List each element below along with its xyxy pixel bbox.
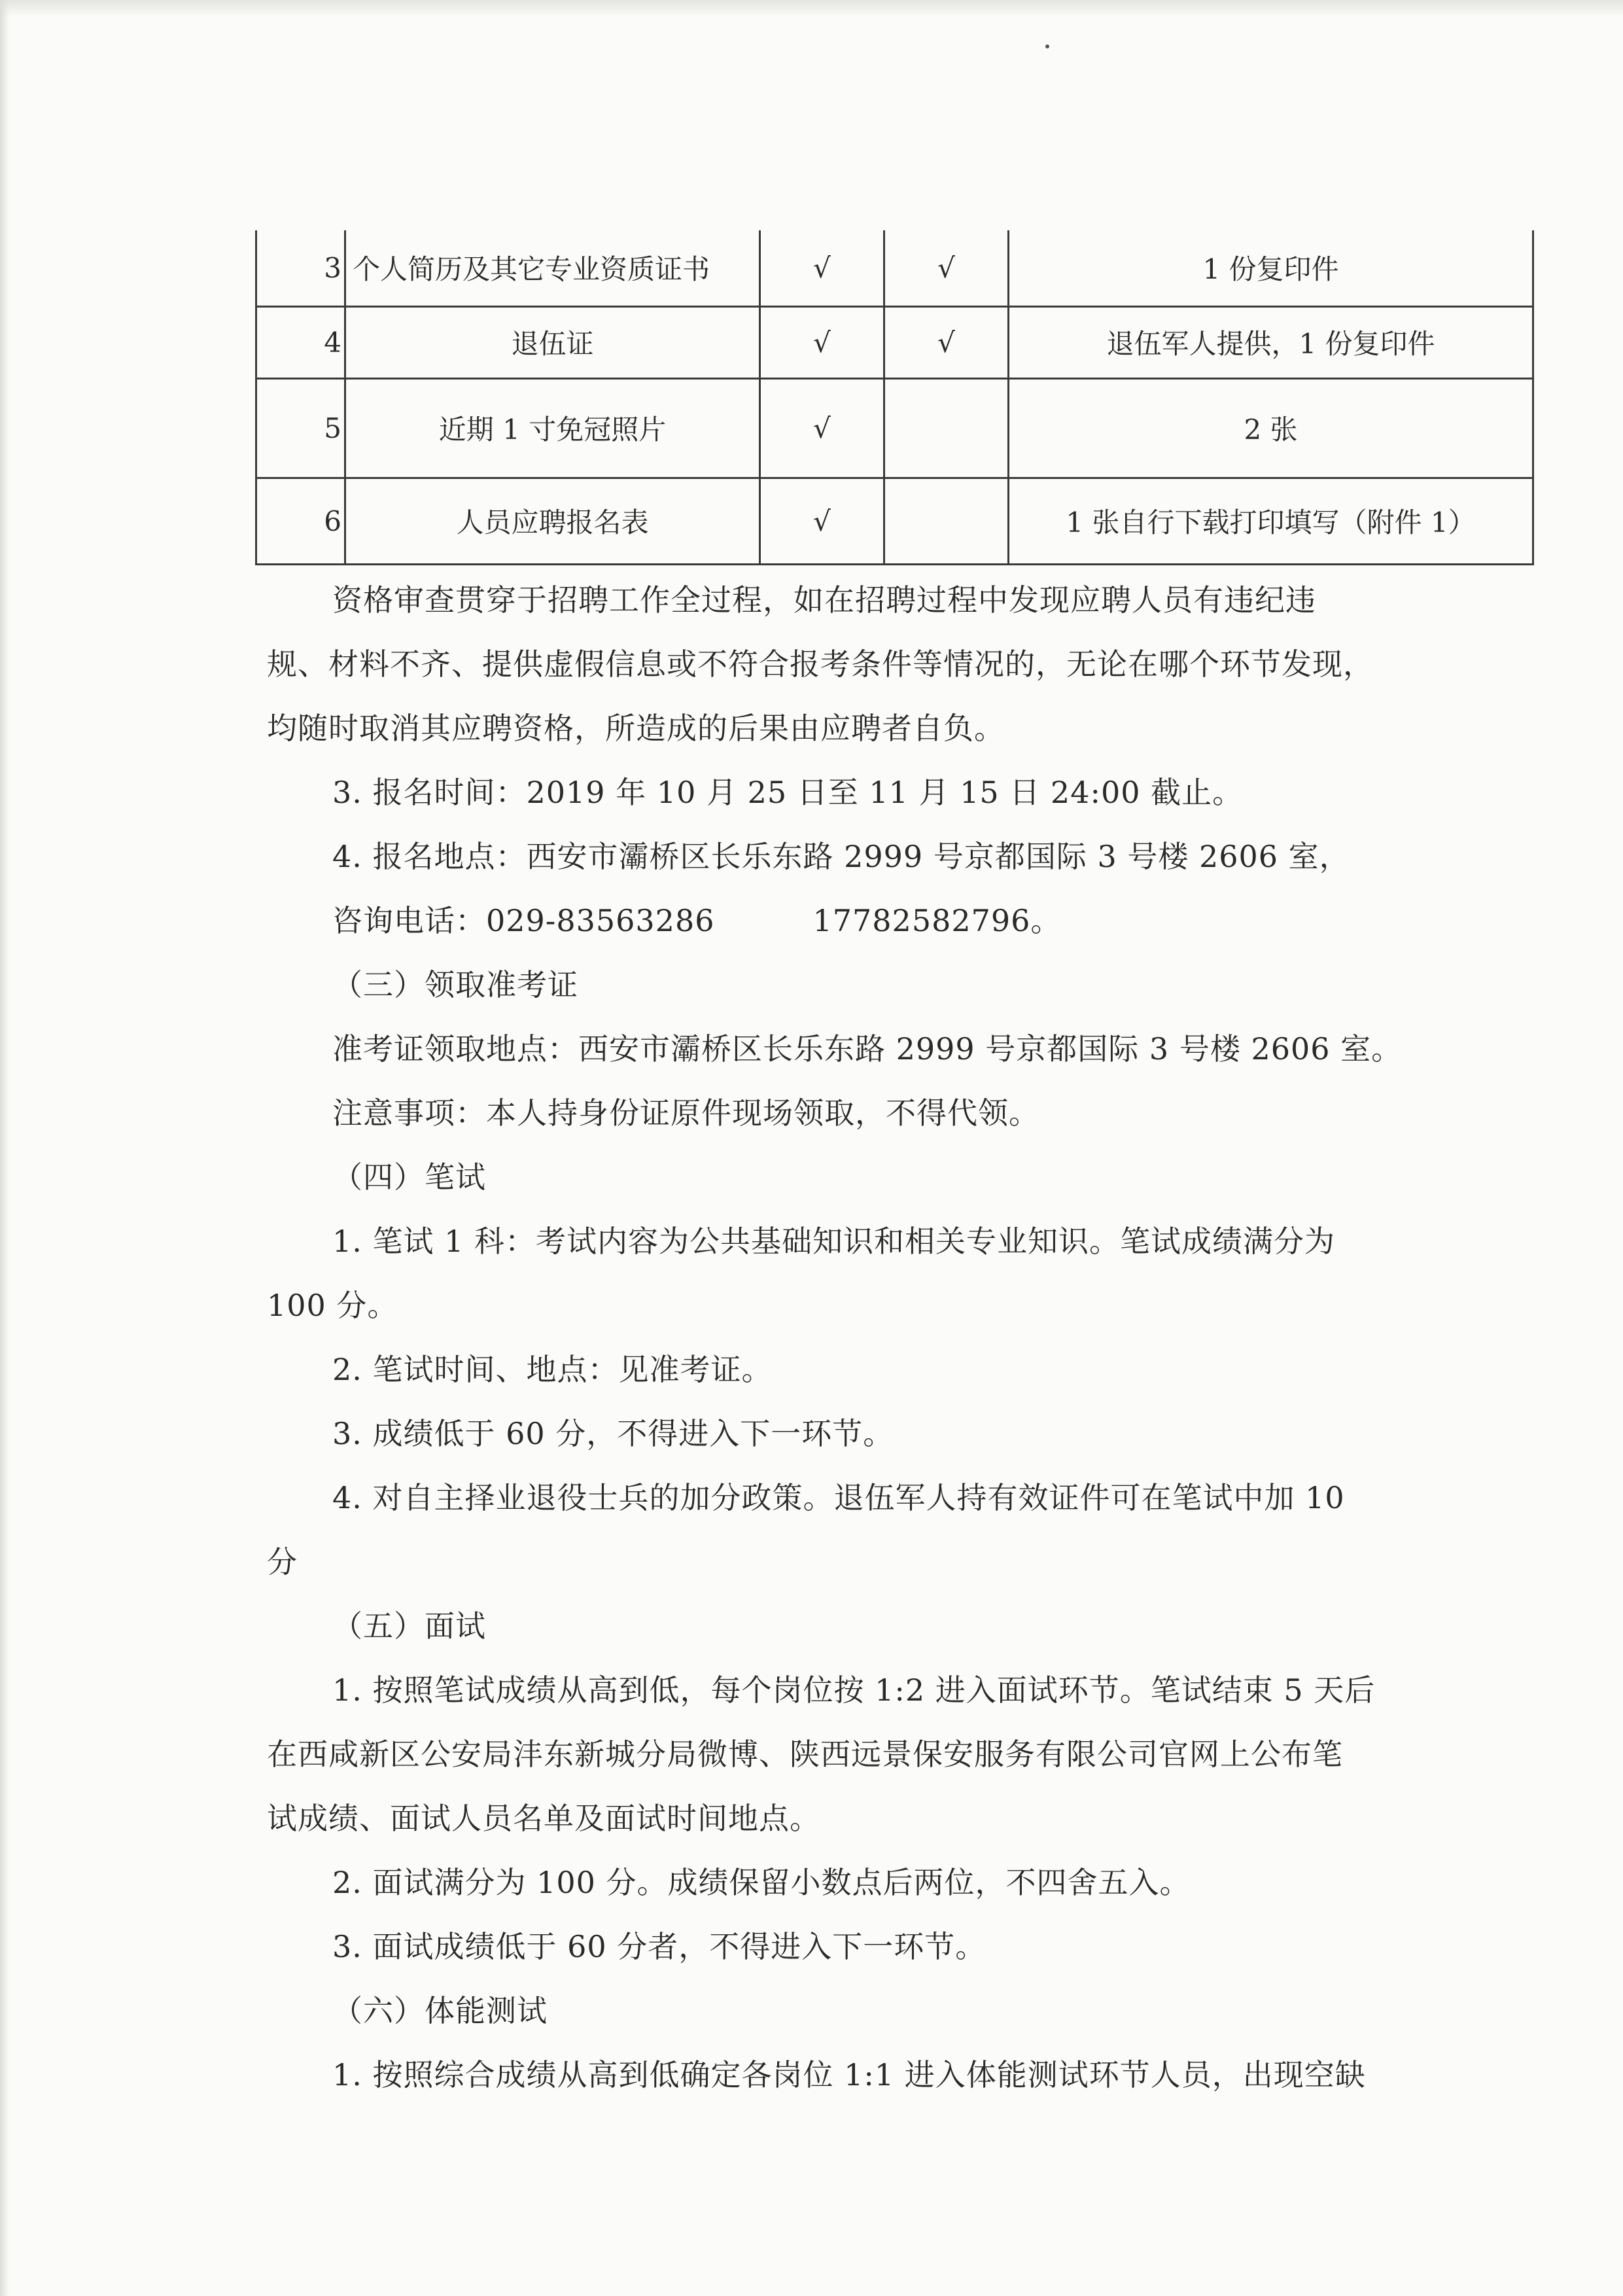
row-number: 3 (256, 230, 345, 306)
material-name: 退伍证 (345, 306, 760, 378)
check-mark (884, 378, 1009, 478)
paragraph-line: 2. 笔试时间、地点：见准考证。 (332, 1352, 773, 1387)
paragraph-line: 试成绩、面试人员名单及面试时间地点。 (267, 1801, 820, 1836)
section-heading: （六）体能测试 (332, 1993, 548, 2028)
scan-shadow-top (0, 0, 1623, 17)
paragraph-line: 3. 成绩低于 60 分，不得进入下一环节。 (332, 1416, 894, 1451)
contact-phone (332, 900, 1399, 941)
paragraph-line: 分 (267, 1544, 298, 1580)
check-mark: √ (760, 478, 884, 564)
paragraph-line: 规、材料不齐、提供虚假信息或不符合报考条件等情况的，无论在哪个环节发现， (267, 646, 1374, 682)
paragraph-line: 100 分。 (267, 1288, 398, 1323)
paragraph-line: 3. 面试成绩低于 60 分者，不得进入下一环节。 (332, 1929, 986, 1964)
paragraph-line: 均随时取消其应聘资格，所造成的后果由应聘者自负。 (267, 711, 1005, 746)
section-heading: （四）笔试 (332, 1159, 486, 1195)
check-mark: √ (884, 230, 1009, 306)
phone-mobile: 17782582796。 (812, 903, 1062, 938)
material-name: 个人简历及其它专业资质证书 (345, 230, 760, 306)
registration-time: 3. 报名时间：2019 年 10 月 25 日至 11 月 15 日 24:00 截止。 (332, 775, 1244, 810)
material-note: 2 张 (1009, 378, 1533, 478)
table-row (256, 378, 1533, 478)
table-row (256, 306, 1533, 378)
paragraph-line: 2. 面试满分为 100 分。成绩保留小数点后两位，不四舍五入。 (332, 1865, 1191, 1900)
phone-landline: 咨询电话：029-83563286 (332, 903, 715, 938)
material-name: 人员应聘报名表 (345, 478, 760, 564)
ticket-note: 注意事项：本人持身份证原件现场领取，不得代领。 (332, 1095, 1039, 1131)
material-name: 近期 1 寸免冠照片 (345, 378, 760, 478)
check-mark: √ (760, 378, 884, 478)
material-note: 1 份复印件 (1009, 230, 1533, 306)
materials-table (255, 230, 1534, 565)
scan-speck (1045, 44, 1049, 48)
check-mark: √ (760, 306, 884, 378)
material-note: 退伍军人提供，1 份复印件 (1009, 306, 1533, 378)
table-row (256, 230, 1533, 306)
scan-shadow-left (0, 0, 9, 2296)
paragraph-line: 在西咸新区公安局沣东新城分局微博、陕西远景保安服务有限公司官网上公布笔 (267, 1737, 1343, 1772)
paragraph-line: 4. 对自主择业退役士兵的加分政策。退伍军人持有效证件可在笔试中加 10 (332, 1480, 1345, 1515)
row-number: 5 (256, 378, 345, 478)
check-mark: √ (884, 306, 1009, 378)
ticket-place: 准考证领取地点：西安市灞桥区长乐东路 2999 号京都国际 3 号楼 2606 室。 (332, 1031, 1403, 1067)
row-number: 6 (256, 478, 345, 564)
row-number: 4 (256, 306, 345, 378)
section-heading: （五）面试 (332, 1608, 486, 1644)
table-row (256, 478, 1533, 564)
section-heading: （三）领取准考证 (332, 967, 578, 1002)
paragraph-line: 资格审查贯穿于招聘工作全过程，如在招聘过程中发现应聘人员有违纪违 (332, 582, 1316, 618)
paragraph-line: 1. 按照综合成绩从高到低确定各岗位 1:1 进入体能测试环节人员，出现空缺 (332, 2057, 1366, 2093)
check-mark: √ (760, 230, 884, 306)
paragraph-line: 1. 按照笔试成绩从高到低，每个岗位按 1:2 进入面试环节。笔试结束 5 天后 (332, 1672, 1376, 1708)
paragraph-line: 1. 笔试 1 科：考试内容为公共基础知识和相关专业知识。笔试成绩满分为 (332, 1224, 1336, 1259)
check-mark (884, 478, 1009, 564)
material-note: 1 张自行下载打印填写（附件 1） (1009, 478, 1533, 564)
registration-place: 4. 报名地点：西安市灞桥区长乐东路 2999 号京都国际 3 号楼 2606 室， (332, 839, 1350, 874)
